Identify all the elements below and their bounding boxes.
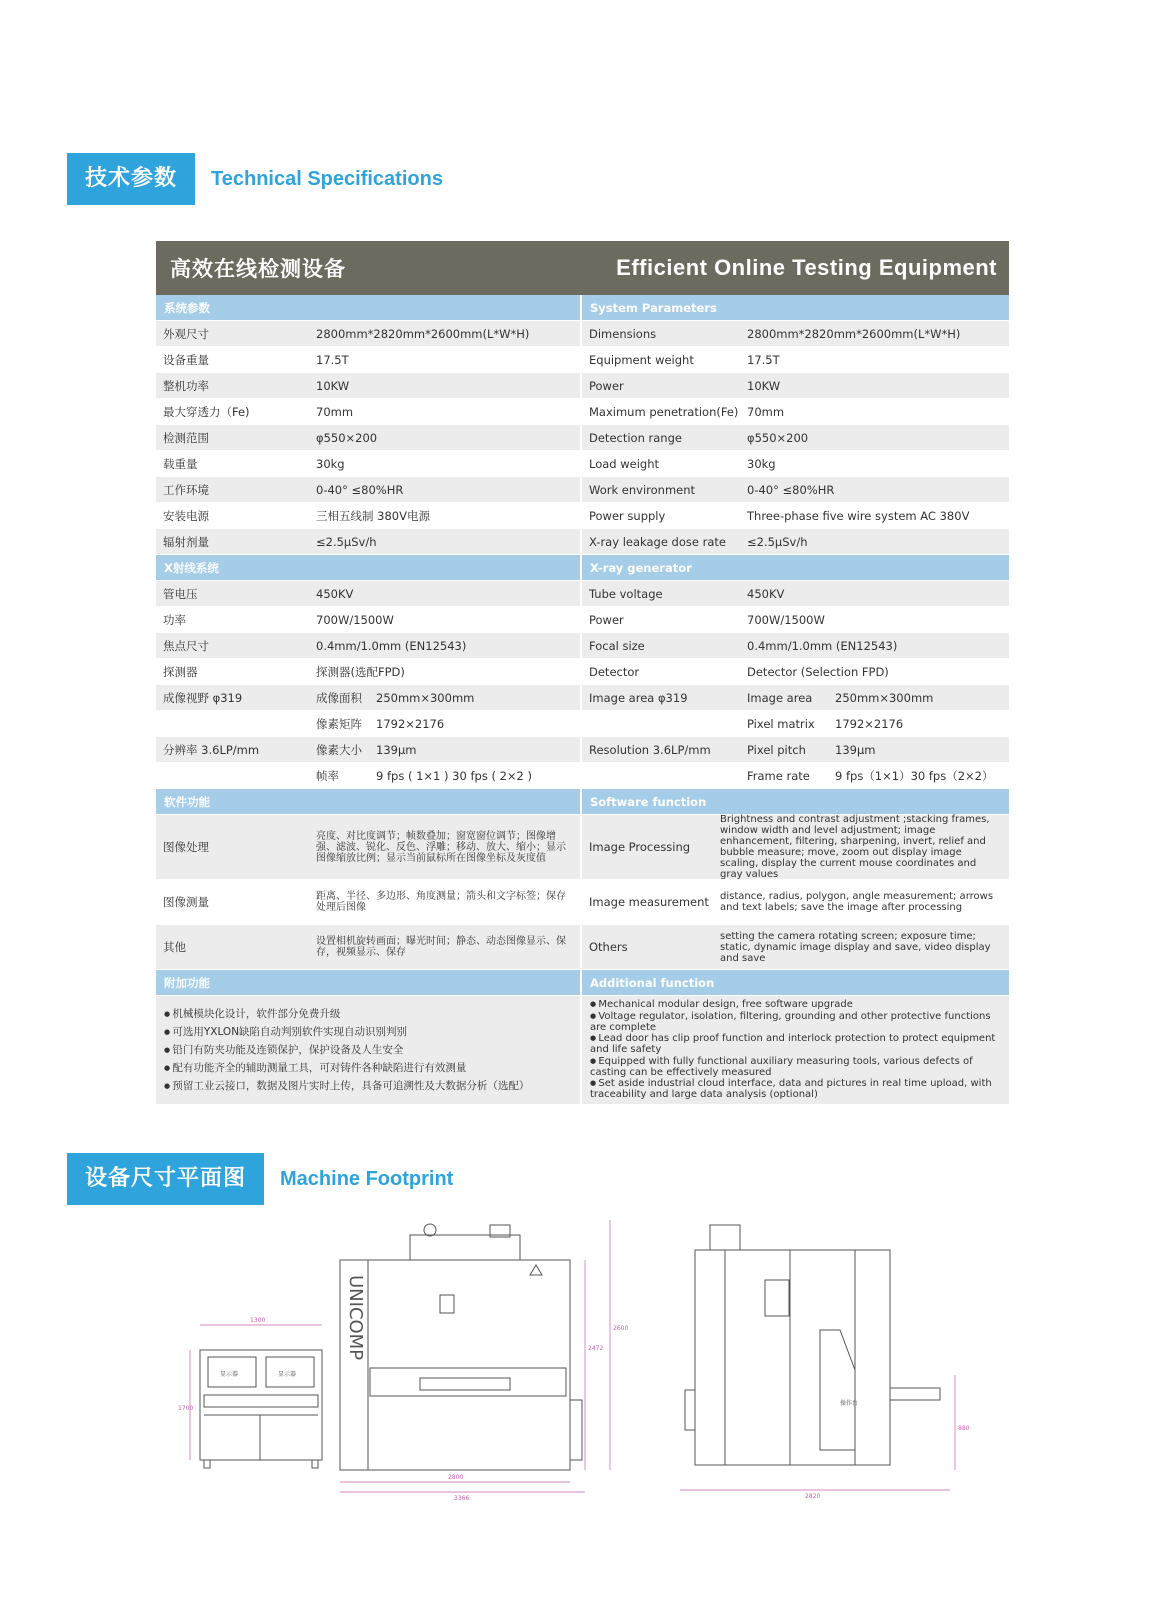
row-subvalue-en: 9 fps（1×1）30 fps（2×2） [835, 768, 994, 783]
row-label-zh: 设备重量 [163, 352, 209, 367]
additional-item-en: ● Voltage regulator, isolation, filtering, grounding and other protective functions are complete [590, 1011, 1008, 1034]
console-drawing [200, 1350, 322, 1468]
row-label-en: Image Processing [589, 840, 691, 854]
header-cell-zh: X射线系统 [156, 555, 582, 580]
row-label-en: Maximum penetration(Fe) [589, 404, 739, 419]
table-row [156, 581, 1009, 607]
screen-label-right: 显示器 [278, 1371, 297, 1378]
row-sublabel-en: Image area [747, 690, 813, 705]
row-cell-zh [156, 880, 582, 924]
row-value-en: Detector (Selection FPD) [747, 664, 889, 679]
row-label-zh: 焦点尺寸 [163, 638, 209, 653]
table-row [156, 685, 1009, 711]
row-cell-en [582, 373, 1008, 398]
row-label-zh: 外观尺寸 [163, 326, 209, 341]
row-label-en: Power [589, 378, 624, 393]
table-row [156, 529, 1009, 555]
row-value-zh: 三相五线制 380V电源 [316, 508, 430, 523]
table-row [156, 659, 1009, 685]
row-label-zh: 成像视野 φ319 [163, 690, 243, 705]
row-value-en: Three-phase five wire system AC 380V [747, 508, 970, 523]
row-value-en [747, 691, 1008, 705]
row-cell-en [582, 321, 1008, 346]
row-label-zh: 功率 [163, 612, 186, 627]
dim-console-height: 1700 [178, 1405, 194, 1412]
row-value-zh: 0.4mm/1.0mm (EN12543) [316, 638, 467, 653]
section-title-en: Machine Footprint [280, 1167, 454, 1190]
row-cell-zh [156, 711, 582, 736]
row-value-en: 30kg [747, 456, 776, 471]
row-label-en: Image area φ319 [589, 690, 688, 705]
dim-front-total: 3366 [454, 1495, 470, 1502]
row-value-en: 450KV [747, 586, 785, 601]
additional-item-zh: ● 可选用YXLON缺陷自动判别软件实现自动识别判别 [164, 1023, 529, 1041]
row-label-zh: 图像测量 [163, 895, 209, 909]
dim-console-width: 1300 [250, 1317, 266, 1324]
row-value-en: φ550×200 [747, 430, 809, 445]
header-cell-en: X-ray generator [590, 560, 692, 575]
row-label-en: Focal size [589, 638, 645, 653]
row-label-zh: 辐射剂量 [163, 534, 209, 549]
row-value-en [747, 743, 1008, 757]
header-cell-en: System Parameters [590, 300, 717, 315]
table-row [156, 477, 1009, 503]
row-label-zh: 图像处理 [163, 840, 209, 854]
row-cell-en [582, 880, 1008, 924]
dim-side-width: 2820 [805, 1493, 821, 1500]
row-subvalue-en: 139μm [835, 742, 876, 757]
row-value-zh [316, 742, 580, 758]
additional-item-zh: ● 铅门有防夹功能及连锁保护，保护设备及人生安全 [164, 1041, 529, 1059]
table-row [156, 607, 1009, 633]
row-label-zh: 安装电源 [163, 508, 209, 523]
row-value-en: 2800mm*2820mm*2600mm(L*W*H) [747, 326, 961, 341]
row-cell-zh [156, 451, 582, 476]
header-cell-en: Additional function [590, 975, 715, 990]
row-value-zh: 70mm [316, 404, 354, 419]
row-subvalue-en: 250mm×300mm [835, 690, 934, 705]
table-row [156, 451, 1009, 477]
row-cell-en [582, 607, 1008, 632]
table-row [156, 321, 1009, 347]
row-value-zh: 设置相机旋转画面；曝光时间；静态、动态图像显示、保存，视频显示、保存 [316, 936, 566, 958]
additional-list-zh [156, 1005, 529, 1095]
row-label-en: Dimensions [589, 326, 657, 341]
row-label-en: Tube voltage [589, 586, 663, 601]
additional-item-en: ● Lead door has clip proof function and interlock protection to protect equipment and life safety [590, 1033, 1008, 1056]
row-cell-en [582, 763, 1008, 788]
row-value-en: ≤2.5μSv/h [747, 534, 808, 549]
table-row [156, 711, 1009, 737]
row-cell-en [582, 347, 1008, 372]
table-row [156, 880, 1009, 925]
dim-front-width: 2800 [448, 1474, 464, 1481]
row-value-zh: ≤2.5μSv/h [316, 534, 377, 549]
row-cell-en [582, 815, 1008, 879]
row-cell-en [582, 737, 1008, 762]
row-label-en: Image measurement [589, 895, 709, 909]
row-sublabel-en: Frame rate [747, 768, 810, 783]
row-label-en: X-ray leakage dose rate [589, 534, 726, 549]
row-cell-zh [156, 529, 582, 554]
row-label-en: Resolution 3.6LP/mm [589, 742, 711, 757]
section-row-system [156, 295, 1009, 321]
front-dimensions [340, 1220, 628, 1502]
row-value-en: 0.4mm/1.0mm (EN12543) [747, 638, 898, 653]
dim-side-height: 880 [958, 1425, 970, 1432]
row-cell-en [582, 477, 1008, 502]
row-cell-zh [156, 763, 582, 788]
row-label-en: Work environment [589, 482, 696, 497]
dim-front-height-2: 2472 [588, 1345, 604, 1352]
header-cell-zh: 系统参数 [156, 295, 582, 320]
row-cell-en [582, 451, 1008, 476]
table-row [156, 503, 1009, 529]
row-value-zh [316, 768, 580, 784]
row-sublabel-en: Pixel matrix [747, 716, 815, 731]
row-label-zh: 管电压 [163, 586, 198, 601]
header-cell-en: Software function [590, 794, 707, 809]
row-sublabel-zh: 帧率 [316, 768, 339, 783]
additional-item-zh: ● 机械模块化设计，软件部分免费升级 [164, 1005, 529, 1023]
table-row [156, 925, 1009, 970]
row-cell-zh [156, 399, 582, 424]
front-machine-drawing [340, 1224, 582, 1470]
row-value-zh [316, 690, 580, 706]
row-value-en: 10KW [747, 378, 781, 393]
row-value-en: 0-40° ≤80%HR [747, 482, 835, 497]
row-cell-zh [156, 373, 582, 398]
additional-item-en: ● Mechanical modular design, free software upgrade [590, 999, 1008, 1011]
table-row [156, 373, 1009, 399]
row-value-zh: 亮度、对比度调节；帧数叠加；窗宽窗位调节；图像增强、滤波、锐化、反色、浮雕；移动、放大、缩小；显示图像缩放比例；显示当前鼠标所在图像坐标及灰度值 [316, 830, 566, 864]
section-header-specs [67, 153, 443, 205]
table-row [156, 763, 1009, 789]
row-sublabel-en: Pixel pitch [747, 742, 806, 757]
row-cell-zh [156, 659, 582, 684]
table-title-bar [156, 241, 1009, 295]
row-cell-zh [156, 607, 582, 632]
additional-en-cell [582, 996, 1008, 1104]
row-value-en: Brightness and contrast adjustment ;stacking frames, window width and level adjustment; image enhancement, filtering, sharpening, invert, relief and bubble measure; move, zoom out display image scaling, display the current mouse coordinates and gray values [720, 814, 990, 880]
row-value-zh: 10KW [316, 378, 350, 393]
row-label-en: Detection range [589, 430, 682, 445]
additional-item-en: ● Equipped with fully functional auxiliary measuring tools, various defects of casting can be effectively measured [590, 1056, 1008, 1079]
dim-front-height: 2600 [613, 1325, 629, 1332]
additional-item-zh: ● 预留工业云接口，数据及图片实时上传，具备可追溯性及大数据分析（选配） [164, 1077, 529, 1095]
row-cell-zh [156, 321, 582, 346]
row-label-zh: 工作环境 [163, 482, 209, 497]
row-subvalue-zh: 139μm [376, 742, 417, 757]
row-subvalue-en: 1792×2176 [835, 716, 904, 731]
row-value-en: 70mm [747, 404, 785, 419]
row-cell-en [582, 685, 1008, 710]
row-cell-zh [156, 737, 582, 762]
section-title-en: Technical Specifications [211, 167, 443, 190]
row-value-zh: 17.5T [316, 352, 349, 367]
row-cell-en [582, 711, 1008, 736]
row-cell-zh [156, 347, 582, 372]
row-value-en [747, 768, 1008, 784]
row-label-zh: 分辨率 3.6LP/mm [163, 742, 260, 757]
row-cell-zh [156, 477, 582, 502]
row-sublabel-zh: 成像面积 [316, 690, 362, 705]
side-dimensions [680, 1375, 970, 1500]
row-sublabel-zh: 像素矩阵 [316, 716, 362, 731]
row-cell-en [582, 503, 1008, 528]
row-value-zh: 距离、半径、多边形、角度测量；箭头和文字标签；保存处理后图像 [316, 891, 566, 913]
row-cell-zh [156, 685, 582, 710]
additional-item-en: ● Set aside industrial cloud interface, data and pictures in real time upload, with traceability and large data analysis (optional) [590, 1078, 1008, 1101]
table-row [156, 815, 1009, 880]
table-row [156, 737, 1009, 763]
row-subvalue-zh: 1792×2176 [376, 716, 445, 731]
row-value-en [747, 717, 1008, 731]
row-cell-en [582, 633, 1008, 658]
row-cell-zh [156, 925, 582, 969]
row-cell-zh [156, 503, 582, 528]
row-label-en: Load weight [589, 456, 660, 471]
side-machine-drawing [685, 1225, 940, 1465]
section-title-zh: 设备尺寸平面图 [67, 1153, 264, 1205]
row-value-zh: 0-40° ≤80%HR [316, 482, 404, 497]
row-cell-en [582, 399, 1008, 424]
row-value-zh: 30kg [316, 456, 345, 471]
row-cell-en [582, 581, 1008, 606]
row-label-en: Power supply [589, 508, 666, 523]
section-row-xray [156, 555, 1009, 581]
section-row-software [156, 789, 1009, 815]
row-sublabel-zh: 像素大小 [316, 742, 362, 757]
row-value-en: 17.5T [747, 352, 780, 367]
row-cell-zh [156, 425, 582, 450]
row-label-zh: 探测器 [163, 664, 198, 679]
row-cell-en [582, 425, 1008, 450]
row-subvalue-zh: 250mm×300mm [376, 690, 475, 705]
row-label-en: Equipment weight [589, 352, 694, 367]
row-value-zh: 450KV [316, 586, 354, 601]
screen-label-left: 显示器 [220, 1371, 239, 1378]
row-label-zh: 检测范围 [163, 430, 209, 445]
table-row [156, 633, 1009, 659]
row-label-zh: 整机功率 [163, 378, 209, 393]
row-value-zh: 探测器(选配FPD) [316, 664, 405, 679]
additional-zh-cell [156, 996, 582, 1104]
row-cell-zh [156, 581, 582, 606]
table-title-en: Efficient Online Testing Equipment [616, 255, 997, 280]
table-row [156, 399, 1009, 425]
row-subvalue-zh: 9 fps ( 1×1 ) 30 fps ( 2×2 ) [376, 768, 533, 783]
row-cell-zh [156, 633, 582, 658]
row-value-zh [316, 716, 580, 732]
row-value-en: 700W/1500W [747, 612, 825, 627]
section-title-zh: 技术参数 [67, 153, 195, 205]
row-label-en: Power [589, 612, 624, 627]
table-title-zh: 高效在线检测设备 [170, 257, 346, 281]
brand-label: UNICOMP [345, 1275, 366, 1361]
row-value-zh: φ550×200 [316, 430, 378, 445]
row-label-zh: 载重量 [163, 456, 198, 471]
section-header-footprint [67, 1153, 453, 1205]
table-row [156, 425, 1009, 451]
section-row-additional [156, 970, 1009, 996]
row-label-zh: 其他 [163, 940, 186, 954]
row-label-en: Detector [589, 664, 640, 679]
row-cell-en [582, 529, 1008, 554]
spec-table [156, 241, 1009, 1105]
row-cell-en [582, 925, 1008, 969]
header-cell-zh: 附加功能 [156, 970, 582, 995]
row-cell-zh [156, 815, 582, 879]
additional-row [156, 996, 1009, 1105]
console-side-label: 操作台 [840, 1400, 859, 1407]
row-cell-en [582, 659, 1008, 684]
machine-footprint-drawing [178, 1220, 990, 1520]
row-value-zh: 700W/1500W [316, 612, 394, 627]
row-value-zh: 2800mm*2820mm*2600mm(L*W*H) [316, 326, 530, 341]
additional-item-zh: ● 配有功能齐全的辅助测量工具，可对铸件各种缺陷进行有效测量 [164, 1059, 529, 1077]
table-row [156, 347, 1009, 373]
row-label-zh: 最大穿透力（Fe) [163, 404, 250, 419]
row-value-en: setting the camera rotating screen; exposure time; static, dynamic image display and save, video display and save [720, 930, 991, 964]
additional-list-en [582, 999, 1008, 1101]
row-label-en: Others [589, 940, 628, 954]
header-cell-zh: 软件功能 [156, 789, 582, 814]
row-value-en: distance, radius, polygon, angle measurement; arrows and text labels; save the image after processing [720, 891, 994, 913]
